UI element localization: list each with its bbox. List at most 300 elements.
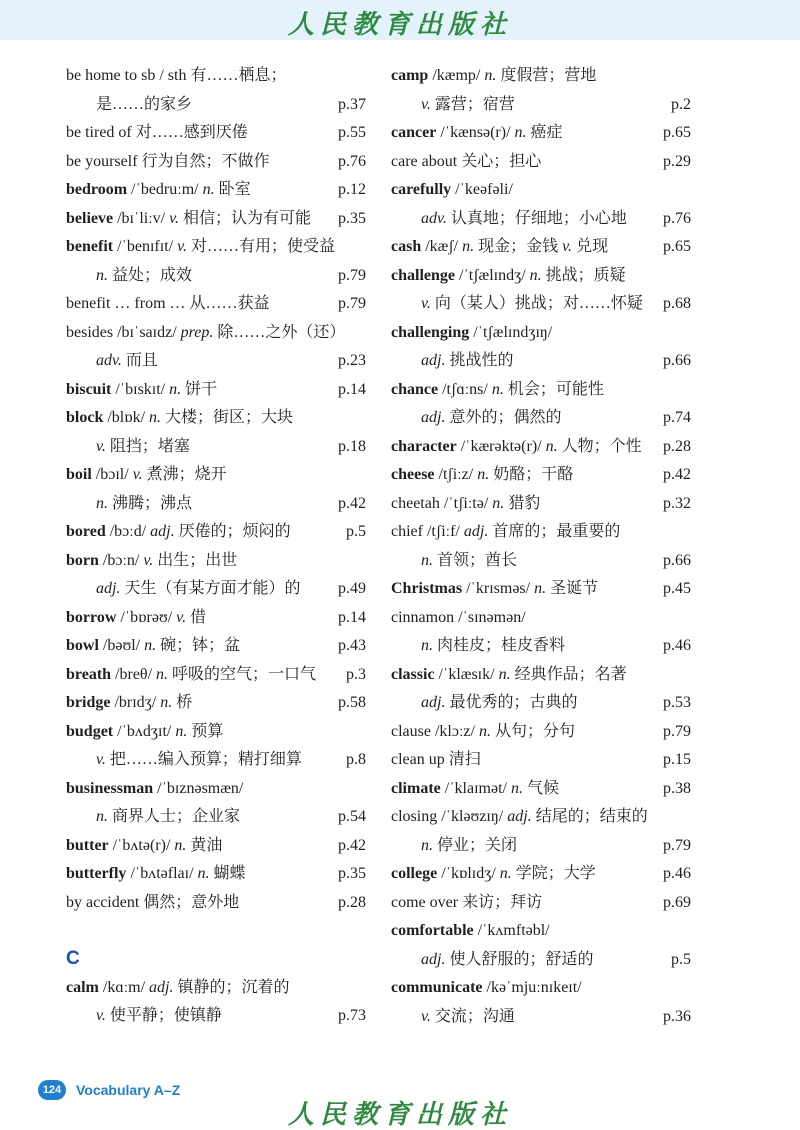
phonetic: /tʃiːf/: [422, 523, 464, 540]
definition: 停业；关闭: [433, 836, 518, 854]
page-ref: p.65: [663, 124, 691, 141]
definition: 沸腾；沸点: [108, 494, 193, 512]
definition: 阻挡；堵塞: [105, 437, 190, 455]
phonetic: /ˈtʃælɪndʒ/: [455, 266, 530, 284]
phonetic: /ˈbʌtə(r)/: [108, 836, 175, 854]
page-ref: p.28: [338, 893, 366, 911]
headword: closing: [391, 808, 438, 825]
page-ref: p.23: [338, 352, 366, 369]
part-of-speech: n.: [156, 665, 169, 683]
definition: 行为自然；不做作: [137, 152, 270, 170]
vocab-entry: [66, 290, 366, 319]
phonetic: /kæʃ/: [421, 238, 463, 255]
part-of-speech: n.: [529, 266, 542, 284]
page-ref: p.14: [338, 380, 366, 398]
part-of-speech: adj.: [421, 950, 446, 968]
definition: 借: [186, 608, 207, 626]
part-of-speech: n.: [491, 380, 504, 398]
phonetic: /bɪˈsaɪdz/: [113, 323, 181, 341]
page-ref: p.69: [663, 893, 691, 911]
part-of-speech: prep.: [180, 323, 214, 341]
page-ref: p.79: [663, 722, 691, 740]
page-ref: p.79: [338, 266, 366, 284]
phonetic: /breθ/: [111, 665, 157, 683]
section-letter-c: C: [66, 948, 80, 969]
page-ref: p.79: [663, 836, 691, 854]
entry-continuation: [66, 803, 366, 832]
headword: budget: [66, 722, 114, 740]
vocab-entry: [66, 176, 366, 205]
vocab-entry: [66, 889, 366, 918]
definition: 机会；可能性: [503, 380, 604, 398]
headword: character: [391, 437, 457, 455]
entry-continuation: [66, 1002, 366, 1031]
vocab-entry: [391, 917, 691, 946]
page-ref: p.65: [663, 238, 691, 255]
vocab-entry: [391, 575, 691, 604]
part-of-speech: n.: [149, 409, 162, 426]
definition: 首席的；最重要的: [488, 523, 621, 540]
headword: carefully: [391, 181, 452, 198]
page-ref: p.49: [338, 580, 366, 597]
page-ref: p.74: [663, 409, 691, 426]
vocab-entry: [66, 860, 366, 889]
headword: boil: [66, 466, 92, 483]
entry-continuation: [391, 547, 691, 576]
vocab-entry: [391, 262, 691, 291]
definition: 向（某人）挑战；对……怀疑: [430, 295, 643, 312]
phonetic: /kɑːm/: [98, 978, 150, 996]
definition: 煮沸；烧开: [142, 466, 227, 483]
definition: 度假营；营地: [496, 67, 597, 84]
vocab-entry: [391, 461, 691, 490]
vocab-entry: [66, 518, 366, 547]
headword: born: [66, 551, 99, 569]
vocab-entry: [66, 661, 366, 690]
phonetic: /tʃiːz/: [434, 466, 478, 483]
entry-continuation: [391, 347, 691, 376]
phonetic: /ˈbʌdʒɪt/: [113, 722, 176, 740]
entry-continuation: [66, 91, 366, 120]
page-ref: p.35: [338, 209, 366, 227]
headword: bowl: [66, 637, 99, 654]
part-of-speech: n.: [545, 437, 558, 455]
page-ref: p.58: [338, 694, 366, 711]
part-of-speech: n.: [514, 124, 527, 141]
vocab-entry: [391, 233, 691, 262]
part-of-speech: n.: [96, 808, 108, 825]
definition: 益处；成效: [108, 266, 193, 284]
phonetic: /ˈbɒrəʊ/: [116, 608, 177, 626]
headword: care about: [391, 152, 458, 170]
headword: come over: [391, 893, 459, 911]
definition: 最优秀的；古典的: [445, 694, 578, 711]
vocab-entry: [66, 148, 366, 177]
phonetic: /ˈsɪnəmən/: [454, 608, 526, 626]
headword: challenging: [391, 323, 470, 341]
page-ref: p.66: [663, 352, 691, 369]
part-of-speech: n.: [510, 779, 523, 797]
vocab-entry: [391, 518, 691, 547]
entry-continuation: [391, 404, 691, 433]
page-ref: p.28: [663, 437, 691, 455]
part-of-speech: adj.: [96, 580, 121, 597]
vocab-entry: [391, 803, 691, 832]
headword: benefit: [66, 238, 114, 255]
headword: cinnamon: [391, 608, 455, 626]
phonetic: /kæmp/: [428, 67, 485, 84]
headword: by accident: [66, 893, 140, 911]
part-of-speech: n.: [498, 665, 511, 683]
headword: comfortable: [391, 922, 474, 939]
headword: businessman: [66, 779, 154, 797]
definition: 除……之外（还）: [213, 323, 346, 341]
vocab-entry: [66, 632, 366, 661]
page-ref: p.54: [338, 808, 366, 825]
vocab-entry: [66, 689, 366, 718]
headword: biscuit: [66, 380, 112, 398]
definition: 人物；个性: [557, 437, 642, 455]
page-ref: p.5: [346, 523, 366, 540]
publisher-logo: 人民教育出版社: [287, 10, 512, 40]
definition: 意外的；偶然的: [445, 409, 562, 426]
headword: bored: [66, 523, 106, 540]
phonetic: /ˈkeəfəli/: [451, 181, 513, 198]
part-of-speech: adj.: [421, 352, 446, 369]
vocab-entry: [66, 376, 366, 405]
page-ref: p.3: [346, 665, 366, 683]
part-of-speech: v.: [421, 1007, 431, 1025]
headword: be home to sb / sth: [66, 67, 187, 84]
page-ref: p.55: [338, 124, 366, 141]
page-ref: p.35: [338, 865, 366, 882]
entry-continuation: [391, 205, 691, 234]
phonetic: /ˈkænsə(r)/: [436, 124, 515, 141]
phonetic: /kəˈmjuːnɪkeɪt/: [482, 979, 582, 996]
part-of-speech: n.: [160, 694, 173, 711]
definition: 猎豹: [504, 494, 541, 512]
page-ref: p.8: [346, 751, 366, 768]
part-of-speech: adj.: [150, 523, 175, 540]
definition: 大楼；街区；大块: [161, 409, 294, 426]
entry-continuation: [391, 1003, 691, 1032]
part-of-speech: v.: [421, 295, 431, 312]
part-of-speech: n.: [96, 494, 108, 512]
definition: 从句；分句: [490, 722, 575, 740]
definition: 关心；担心: [457, 152, 542, 170]
part-of-speech: v.: [421, 95, 431, 113]
headword: butter: [66, 836, 109, 854]
definition: 学院；大学: [511, 865, 596, 882]
definition: 呼吸的空气；一口气: [168, 665, 317, 683]
headword: clause: [391, 722, 431, 740]
vocab-entry: [391, 746, 691, 775]
phonetic: /ˈkɒlɪdʒ/: [437, 865, 500, 882]
headword: borrow: [66, 608, 117, 626]
entry-continuation: [66, 262, 366, 291]
footer-title: Vocabulary A–Z: [76, 1082, 181, 1098]
definition: 首领；酋长: [433, 551, 518, 569]
definition: 而且: [121, 352, 158, 369]
definition: 是……的家乡: [96, 95, 193, 113]
page-ref: p.43: [338, 637, 366, 654]
page-ref: p.42: [338, 836, 366, 854]
headword: butterfly: [66, 865, 127, 882]
part-of-speech: adj.: [507, 808, 532, 825]
left-column: [66, 62, 366, 1031]
vocab-entry: [66, 718, 366, 747]
headword: be tired of: [66, 124, 132, 141]
phonetic: /ˈklæsɪk/: [434, 665, 499, 683]
phonetic: /ˈbɪznəsmæn/: [153, 779, 244, 797]
definition: 把……编入预算；精打细算: [105, 751, 302, 768]
right-column: [391, 62, 691, 1031]
vocab-entry: [391, 319, 691, 348]
part-of-speech: adv.: [96, 352, 122, 369]
definition: 结尾的；结束的: [531, 808, 648, 825]
phonetic: /ˈbedruːm/: [127, 181, 203, 198]
entry-continuation: [391, 832, 691, 861]
phonetic: /ˈbenɪfɪt/: [113, 238, 178, 255]
definition: 从……获益: [185, 295, 270, 312]
headword: chance: [391, 380, 439, 398]
entry-continuation: [391, 689, 691, 718]
headword: chief: [391, 523, 423, 540]
page-ref: p.66: [663, 551, 691, 569]
headword: Christmas: [391, 580, 463, 597]
phonetic: /bɔːd/: [105, 523, 151, 540]
definition: 来访；拜访: [458, 893, 543, 911]
vocab-entry: [66, 461, 366, 490]
vocab-entry: [391, 148, 691, 177]
definition: 挑战；质疑: [541, 266, 626, 284]
definition: 厌倦的；烦闷的: [174, 523, 291, 540]
definition: 对……感到厌倦: [131, 124, 248, 141]
entry-continuation: [66, 575, 366, 604]
vocab-entry: [66, 547, 366, 576]
definition: 偶然；意外地: [139, 893, 240, 911]
part-of-speech: n.: [534, 580, 547, 597]
page-ref: p.79: [338, 295, 366, 312]
phonetic: /blɒk/: [103, 409, 150, 426]
page-ref: p.42: [338, 494, 366, 512]
vocab-entry: [391, 62, 691, 91]
definition: 兑现: [572, 238, 609, 255]
entry-continuation: [66, 746, 366, 775]
entry-continuation: [391, 290, 691, 319]
part-of-speech: n.: [175, 722, 188, 740]
phonetic: /bɔːn/: [98, 551, 144, 569]
vocab-entry: [391, 490, 691, 519]
vocab-entry: [391, 661, 691, 690]
definition: 卧室: [214, 181, 251, 198]
part-of-speech: v.: [143, 551, 154, 569]
definition: 经典作品；名著: [510, 665, 627, 683]
part-of-speech: n.: [421, 637, 433, 654]
part-of-speech: adj.: [421, 694, 446, 711]
phonetic: /tʃɑːns/: [438, 380, 492, 398]
definition: 预算: [187, 722, 224, 740]
headword: besides: [66, 323, 114, 341]
definition: 天生（有某方面才能）的: [120, 580, 301, 597]
part-of-speech: v.: [96, 751, 106, 768]
page-ref: p.45: [663, 580, 691, 597]
page-ref: p.2: [671, 95, 691, 113]
page-ref: p.29: [663, 152, 691, 170]
headword: college: [391, 865, 438, 882]
definition: 使人舒服的；舒适的: [445, 950, 594, 968]
part-of-speech: n.: [462, 238, 475, 255]
definition: 气候: [522, 779, 559, 797]
headword: breath: [66, 665, 112, 683]
entry-continuation: [391, 632, 691, 661]
page-ref: p.53: [663, 694, 691, 711]
definition: 交流；沟通: [430, 1007, 515, 1025]
definition: 露营；宿营: [430, 95, 515, 113]
definition: 肉桂皮；桂皮香料: [433, 637, 566, 654]
vocab-entry: [66, 119, 366, 148]
headword: bridge: [66, 694, 111, 711]
entry-continuation: [391, 946, 691, 975]
headword: cash: [391, 238, 422, 255]
part-of-speech: adv.: [421, 209, 447, 227]
page-number-badge: 124: [38, 1080, 66, 1100]
entry-continuation: [391, 91, 691, 120]
part-of-speech: adj.: [149, 978, 174, 996]
part-of-speech: v.: [96, 437, 106, 455]
part-of-speech: n.: [499, 865, 512, 882]
definition: 相信；认为有可能: [179, 209, 312, 227]
part-of-speech: v.: [562, 238, 573, 255]
vocab-entry: [391, 974, 691, 1003]
headword: cheese: [391, 466, 435, 483]
headword: block: [66, 409, 104, 426]
headword: classic: [391, 665, 435, 683]
phonetic: /ˈbʌtəflaɪ/: [126, 865, 198, 882]
vocab-entry: [391, 604, 691, 633]
vocab-entry: [391, 775, 691, 804]
entry-continuation: [66, 490, 366, 519]
page-ref: p.73: [338, 1007, 366, 1024]
page-ref: p.15: [663, 751, 691, 768]
headword: communicate: [391, 979, 483, 996]
definition: 癌症: [526, 124, 563, 141]
entry-continuation: [66, 433, 366, 462]
phonetic: /ˈtʃælɪndʒɪŋ/: [469, 323, 553, 341]
entry-list-c-continued: [391, 62, 691, 1031]
definition: 饼干: [181, 380, 218, 398]
definition: 挑战性的: [445, 352, 514, 369]
headword: cancer: [391, 124, 437, 141]
part-of-speech: n.: [202, 181, 215, 198]
part-of-speech: n.: [421, 836, 433, 854]
vocab-entry: [391, 718, 691, 747]
vocab-entry: [66, 233, 366, 262]
phonetic: /bɔɪl/: [91, 466, 133, 483]
part-of-speech: v.: [177, 238, 188, 255]
part-of-speech: v.: [96, 1007, 106, 1024]
page-ref: p.18: [338, 437, 366, 455]
part-of-speech: n.: [96, 266, 108, 284]
definition: 商界人士；企业家: [108, 808, 241, 825]
headword: cheetah: [391, 494, 440, 512]
definition: 蝴蝶: [209, 865, 246, 882]
headword: camp: [391, 67, 429, 84]
part-of-speech: n.: [478, 722, 491, 740]
page-ref: p.36: [663, 1007, 691, 1025]
vocab-entry: [66, 604, 366, 633]
definition: 使平静；使镇静: [105, 1007, 222, 1024]
page-ref: p.46: [663, 637, 691, 654]
part-of-speech: n.: [421, 551, 433, 569]
page-ref: p.46: [663, 865, 691, 882]
part-of-speech: adj.: [421, 409, 446, 426]
entry-list-c: [66, 974, 366, 1031]
part-of-speech: v.: [132, 466, 143, 483]
phonetic: /ˈtʃiːtə/: [439, 494, 493, 512]
vocab-entry: [391, 433, 691, 462]
publisher-logo-footer: 人民教育出版社: [287, 1100, 512, 1130]
page-ref: p.32: [663, 494, 691, 512]
vocab-entry: [391, 889, 691, 918]
page-ref: p.12: [338, 181, 366, 198]
phonetic: /bəʊl/: [98, 637, 145, 654]
part-of-speech: n.: [174, 836, 187, 854]
page-ref: p.5: [671, 950, 691, 968]
phonetic: /ˈkləʊzɪŋ/: [437, 808, 508, 825]
part-of-speech: n.: [484, 67, 497, 84]
definition: 现金；金钱: [474, 238, 563, 255]
part-of-speech: n.: [169, 380, 182, 398]
definition: 出生；出世: [153, 551, 238, 569]
phonetic: /klɔːz/: [430, 722, 479, 740]
definition: 黄油: [186, 836, 223, 854]
phonetic: /bɪˈliːv/: [113, 209, 170, 227]
phonetic: /brɪdʒ/: [110, 694, 161, 711]
vocab-entry: [66, 832, 366, 861]
headword: challenge: [391, 266, 455, 284]
page-ref: p.14: [338, 608, 366, 626]
part-of-speech: n.: [197, 865, 210, 882]
phonetic: /ˈbɪskɪt/: [111, 380, 170, 398]
entry-continuation: [66, 347, 366, 376]
definition: 对……有用；使受益: [187, 238, 336, 255]
part-of-speech: n.: [144, 637, 157, 654]
definition: 有……栖息；: [186, 67, 287, 84]
entry-list-b: [66, 62, 366, 917]
vocab-entry: [391, 119, 691, 148]
vocab-entry: [66, 775, 366, 804]
vocab-entry: [66, 205, 366, 234]
vocab-entry: [66, 319, 366, 348]
part-of-speech: n.: [477, 466, 490, 483]
headword: climate: [391, 779, 441, 797]
vocab-entry: [66, 62, 366, 91]
headword: calm: [66, 978, 99, 996]
definition: 桥: [172, 694, 193, 711]
part-of-speech: v.: [176, 608, 187, 626]
vocab-entry: [391, 176, 691, 205]
vocab-entry: [391, 860, 691, 889]
vocab-entry: [66, 974, 366, 1003]
part-of-speech: adj.: [463, 523, 489, 540]
vocab-entry: [66, 404, 366, 433]
page-ref: p.37: [338, 95, 366, 113]
definition: 清扫: [444, 751, 481, 768]
page-ref: p.68: [663, 295, 691, 312]
definition: 认真地；仔细地；小心地: [446, 209, 627, 227]
headword: bedroom: [66, 181, 128, 198]
